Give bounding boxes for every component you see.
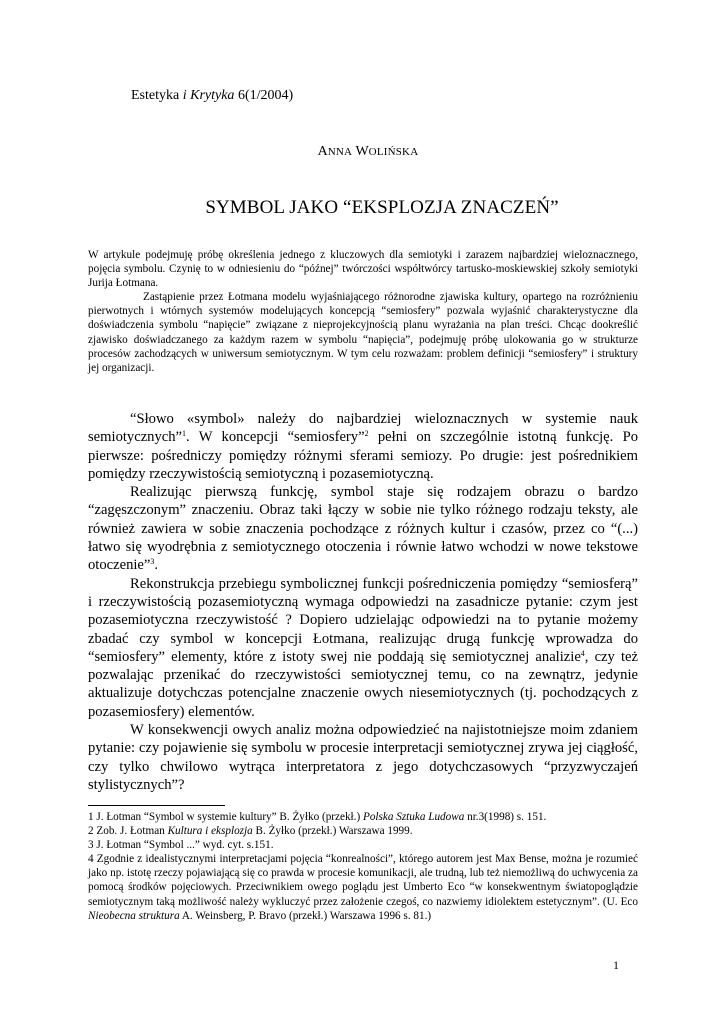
- abstract-paragraph: W artykule podejmuję próbę określenia jednego z kluczowych dla semiotyki i zarazem najbardziej wieloznacznego, pojęcia symbolu. Czynię to w odniesieniu do “późnej” twórczości współtwórcy tartusko-moskiewskiej szkoły semiotyki Jurija Łotmana.: [88, 249, 638, 290]
- footnote-3: 3 J. Łotman “Symbol ...” wyd. cyt. s.151.: [88, 839, 274, 852]
- body-paragraph: “Słowo «symbol» należy do najbardziej wieloznacznych w systemie nauk semiotycznych”$^1$. W koncepcji “semiosfery”$^2$ pełni on szczególnie istotną funkcję. Po pierwsze: pośredniczy pomiędzy różnymi sferami semiozy. Po drugie: jest pośrednikiem pomiędzy rzeczywistością semiotyczną i pozasemiotyczną.: [88, 411, 638, 482]
- abstract: [88, 248, 638, 375]
- footnote-4: 4 Zgodnie z idealistycznymi interpretacjami pojęcia “konrealności”, którego autorem jest Max Bense, można je rozumieć jako np. istotę rzeczy pojawiającą się co prawda w procesie komunikacji, ale trudną, lub też niemożliwą do uchwycenia za pomocą środków pojęciowych. Przeciwnikiem owego poglądu jest Umberto Eco “w konsekwentnym światopoglądzie semiotycznym taką możliwość należy wykluczyć przez założenie czegoś, co nazwiemy idiolektem estetycznym”. (U. Eco Nieobecna struktura A. Weinsberg, P. Bravo (przekł.) Warszawa 1996 s. 81.): [88, 853, 638, 922]
- footnote-1: 1 J. Łotman “Symbol w systemie kultury” B. Żyłko (przekł.) Polska Sztuka Ludowa nr.3(1998) s. 151.: [88, 811, 547, 823]
- journal-name: Estetyka: [131, 88, 183, 103]
- footnote-2: 2 Zob. J. Łotman Kultura i eksplozja B. Żyłko (przekł.) Warszawa 1999.: [88, 825, 413, 838]
- journal-name-italic: i Krytyka: [182, 88, 235, 103]
- footnote-ref[interactable]: 4: [580, 648, 585, 658]
- paper-title: SYMBOL JAKO “EKSPLOZJA ZNACZEŃ”: [205, 197, 559, 218]
- journal-issue: 6(1/2004): [234, 88, 294, 103]
- abstract-paragraph: Zastąpienie przez Łotmana modelu wyjaśniającego różnorodne zjawiska kultury, opartego na rozróżnieniu pierwotnych i wtórnych systemów modelujących koncepcją “semiosfery” pozwala wyjaśnić charakterystyczne dla doświadczenia symbolu “napięcie” związane z nieprojekcyjnością planu wyrażania na plan treści. Chcąc dookreślić zjawisko doświadczanego za każdym razem w symbolu “napięcia”, podejmuję próbę ulokowania go w strukturze procesów zachodzących w uniwersum semiotycznym. W tym celu rozważam: problem definicji “semiosfery” i struktury jej organizacji.: [88, 291, 638, 374]
- body-paragraph: Realizując pierwszą funkcję, symbol staje się rodzajem obrazu o bardzo “zagęszczonym” znaczeniu. Obraz taki łączy w sobie nie tylko różnego rodzaju teksty, ale również zawiera w sobie znaczenia pochodzące z różnych kultur i czasów, przez co “(...) łatwo się wyodrębnia z semiotycznego otoczenia i równie łatwo wchodzi w nowe tekstowe otoczenie”$^3$.: [88, 484, 638, 574]
- journal-header: [131, 88, 293, 104]
- body-text: [88, 410, 638, 794]
- body-paragraph: Rekonstrukcja przebiegu symbolicznej funkcji pośredniczenia pomiędzy “semiosferą” i rzeczywistością pozasemiotyczną wymaga odpowiedzi na zasadnicze pytanie: czym jest pozasemiotyczna rzeczywistość ? Dopiero udzielając odpowiedzi na to pytanie możemy zbadać czy symbol w koncepcji Łotmana, realizując drugą funkcję wprowadza do “semiosfery” elementy, które z istoty swej nie poddają się semiotycznej analizie$^4$, czy też pozwalając przenikać do rzeczywistości semiotycznej temu, co na zewnątrz, jedynie aktualizuje dotychczas potencjalne znaczenie owych niesemiotycznych (tj. pochodzących z pozasemiosfery) elementów.: [88, 575, 638, 720]
- page-number: 1: [613, 958, 619, 972]
- footnote-ref[interactable]: 3: [150, 557, 155, 567]
- footnote-ref[interactable]: 1: [182, 429, 187, 439]
- footnotes: [88, 810, 638, 923]
- body-paragraph: W konsekwencji owych analiz można odpowiedzieć na najistotniejsze moim zdaniem pytanie: czy pojawienie się symbolu w procesie interpretacji semiotycznej zrywa jej ciągłość, czy tylko chwilowo wytrąca interpretatora z jego dotychczasowych “przyzwyczajeń stylistycznych”?: [88, 722, 638, 793]
- footnote-divider: [88, 805, 225, 806]
- footnote-ref[interactable]: 2: [364, 429, 369, 439]
- author-name: ANNA WOLIŃSKA: [317, 144, 419, 159]
